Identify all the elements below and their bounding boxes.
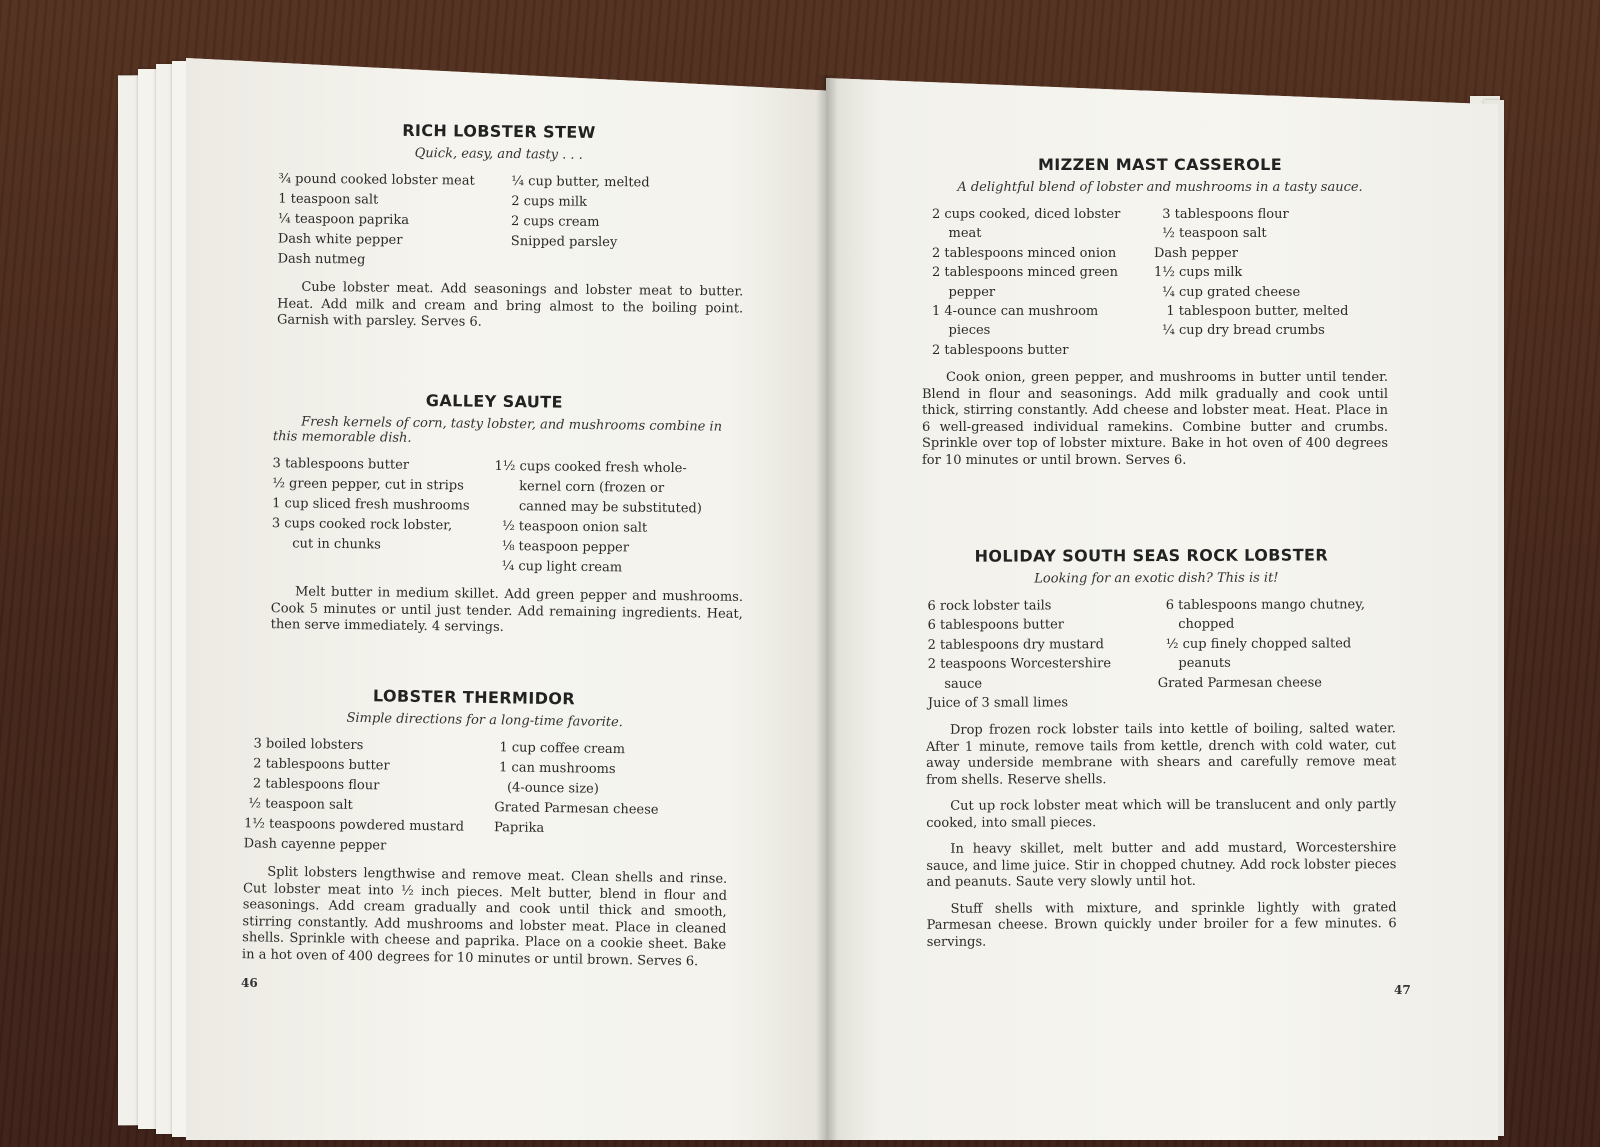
ingredient: 1 teaspoon salt <box>278 191 379 208</box>
ingredient-column-right <box>511 172 745 274</box>
ingredient: ½ teaspoon onion salt <box>493 518 648 536</box>
ingredient: chopped <box>1157 617 1235 633</box>
ingredient: 2 tablespoons butter <box>244 756 390 774</box>
ingredient: ¼ teaspoon paprika <box>277 211 410 228</box>
ingredient: Dash white pepper <box>277 231 403 248</box>
ingredient-column-left <box>927 596 1157 713</box>
ingredient: Dash cayenne pepper <box>243 836 387 854</box>
ingredient: 1 can mushrooms <box>494 760 616 778</box>
ingredient: 2 tablespoons dry mustard <box>927 637 1104 653</box>
recipe-method: In heavy skillet, melt butter and add mustard, Worcestershire sauce, and lime juice. Stir in chopped chutney. Add rock lobster pieces and peanuts. Saute very slowly until hot. <box>926 840 1397 891</box>
ingredient: 6 rock lobster tails <box>927 598 1052 614</box>
ingredient-list <box>244 734 730 862</box>
ingredient: (4-ounce size) <box>494 780 599 797</box>
ingredient: cut in chunks <box>271 536 381 553</box>
recipe-intro: A delightful blend of lobster and mushrooms in a tasty sauce. <box>957 180 1363 195</box>
ingredient: 1 cup coffee cream <box>495 740 626 758</box>
ingredient: ½ teaspoon salt <box>244 796 353 813</box>
recipe-title: GALLEY SAUTE <box>425 390 564 412</box>
ingredient: 2 tablespoons minced onion <box>932 245 1117 261</box>
ingredient: 3 tablespoons flour <box>1154 207 1289 222</box>
recipe-method: Melt butter in medium skillet. Add green pepper and mushrooms. Cook 5 minutes or until just tender. Add remaining ingredients. Heat, then serve immediately. 4 servings. <box>270 584 744 635</box>
ingredient: 2 tablespoons butter <box>932 342 1069 358</box>
ingredient: 1 cup sliced fresh mushrooms <box>272 496 470 514</box>
ingredient: 1½ cups milk <box>1154 265 1243 281</box>
ingredient: peanuts <box>1157 655 1231 672</box>
ingredient: ½ teaspoon salt <box>1154 226 1267 242</box>
ingredient: ⅛ teaspoon pepper <box>493 538 630 556</box>
ingredient: Dash nutmeg <box>277 251 366 268</box>
ingredient: ¼ cup butter, melted <box>511 174 650 191</box>
recipe-method: Drop frozen rock lobster tails into kettle of boiling, salted water. After 1 minute, remove tails from kettle, drench with cold water, cut away underside membrane with shears and carefully remove meat from shells. Reserve shells. <box>925 721 1397 788</box>
ingredient-column-left <box>278 170 512 272</box>
recipe-method: Stuff shells with mixture, and sprinkle lightly with grated Parmesan cheese. Brown quickly under broiler for a few minutes. 6 servings. <box>926 900 1397 950</box>
ingredient-column-right <box>1157 595 1395 712</box>
ingredient-column-left <box>244 734 496 858</box>
ingredient: ½ green pepper, cut in strips <box>272 476 464 494</box>
ingredient: ½ cup finely chopped salted <box>1157 636 1352 652</box>
ingredient: ¼ cup dry bread crumbs <box>1154 323 1325 339</box>
recipe-galley-saute <box>271 389 746 639</box>
recipe-mizzen-mast-casserole <box>922 155 1388 469</box>
recipe-title: LOBSTER THERMIDOR <box>372 686 576 709</box>
recipe-intro: Quick, easy, and tasty . . . <box>414 145 583 163</box>
ingredient: 2 tablespoons flour <box>244 776 380 794</box>
recipe-title: RICH LOBSTER STEW <box>402 120 596 142</box>
ingredient-column-right <box>493 457 744 580</box>
ingredient-list <box>927 595 1395 713</box>
ingredient: Grated Parmesan cheese <box>494 800 659 818</box>
ingredient-column-right <box>494 738 730 862</box>
ingredient: ¼ cup grated cheese <box>1154 284 1301 300</box>
ingredient: meat <box>932 226 982 242</box>
ingredient: 6 tablespoons mango chutney, <box>1157 597 1365 614</box>
ingredient: 2 tablespoons minced green <box>932 265 1118 281</box>
recipe-title: MIZZEN MAST CASSEROLE <box>1037 155 1283 174</box>
ingredient-list <box>278 170 745 275</box>
ingredient: pieces <box>932 323 991 339</box>
ingredient: 3 boiled lobsters <box>245 736 364 754</box>
recipe-method: Cube lobster meat. Add seasonings and lobster meat to butter. Heat. Add milk and cream and bring almost to the boiling point. Garnish with parsley. Serves 6. <box>276 279 744 330</box>
ingredient: 1½ cups cooked fresh whole- <box>494 458 687 477</box>
ingredient: Paprika <box>493 820 545 836</box>
recipe-method: Cook onion, green pepper, and mushrooms in butter until tender. Blend in flour and seasonings. Add milk gradually and cook until thick, stirring constantly. Add cheese and lobster meat. Heat. Place in 6 well-greased individual ramekins. Combine butter and crumbs. Sprinkle over top of lobster mixture. Bake in hot oven of 400 degrees for 10 minutes or until brown. Serves 6. <box>922 370 1388 468</box>
ingredient: pepper <box>932 284 996 300</box>
recipe-intro: Fresh kernels of corn, tasty lobster, and mushrooms combine in this memorable dish. <box>272 414 723 446</box>
ingredient: Snipped parsley <box>510 233 618 251</box>
ingredient: Juice of 3 small limes <box>927 695 1069 711</box>
recipe-method: Split lobsters lengthwise and remove meat. Clean shells and rinse. Cut lobster meat into ½ inch pieces. Melt butter, blend in flour and seasonings. Add cream gradually and cook until thick and smooth, stirring constantly. Add mushrooms and lobster meat. Place in cleaned shells. Sprinkle with cheese and paprika. Place on a cookie sheet. Bake in a hot oven of 400 degrees for 10 minutes or until brown. Serves 6. <box>241 864 728 969</box>
book-gutter <box>816 75 838 1140</box>
ingredient: ¼ cup light cream <box>493 558 623 576</box>
ingredient: canned may be substituted) <box>494 498 702 517</box>
ingredient: 2 cups cream <box>510 214 600 230</box>
recipe-method: Cut up rock lobster meat which will be translucent and only partly cooked, into small pieces. <box>926 797 1397 831</box>
page-number: 47 <box>1394 983 1411 997</box>
ingredient: 6 tablespoons butter <box>927 617 1065 634</box>
ingredient: 2 cups cooked, diced lobster <box>932 207 1121 222</box>
recipe-intro: Looking for an exotic dish? This is it! <box>1034 570 1279 587</box>
ingredient: 3 tablespoons butter <box>272 456 410 473</box>
ingredient-column-left <box>932 205 1154 360</box>
ingredient: sauce <box>927 676 983 692</box>
ingredient-list <box>932 205 1388 360</box>
ingredient-column-left <box>271 454 494 577</box>
ingredient: 1½ teaspoons powdered mustard <box>243 816 465 835</box>
ingredient: Dash pepper <box>1154 245 1238 261</box>
ingredient: 2 teaspoons Worcestershire <box>927 656 1112 673</box>
recipe-title: HOLIDAY SOUTH SEAS ROCK LOBSTER <box>974 545 1329 566</box>
ingredient: 2 cups milk <box>511 194 588 210</box>
recipe-lobster-thermidor <box>242 684 730 971</box>
ingredient: 3 cups cooked rock lobster, <box>271 516 453 534</box>
recipe-holiday-south-seas-rock-lobster <box>925 545 1397 951</box>
ingredient: 1 tablespoon butter, melted <box>1154 304 1349 320</box>
ingredient: 1 4-ounce can mushroom <box>932 304 1099 320</box>
ingredient: Grated Parmesan cheese <box>1157 675 1323 691</box>
ingredient: kernel corn (frozen or <box>494 478 665 496</box>
ingredient-column-right <box>1154 205 1388 360</box>
ingredient: ¾ pound cooked lobster meat <box>278 171 475 189</box>
ingredient-list <box>271 454 744 580</box>
page-number: 46 <box>241 976 258 990</box>
recipe-intro: Simple directions for a long-time favorite. <box>346 710 623 731</box>
recipe-rich-lobster-stew <box>277 120 745 334</box>
